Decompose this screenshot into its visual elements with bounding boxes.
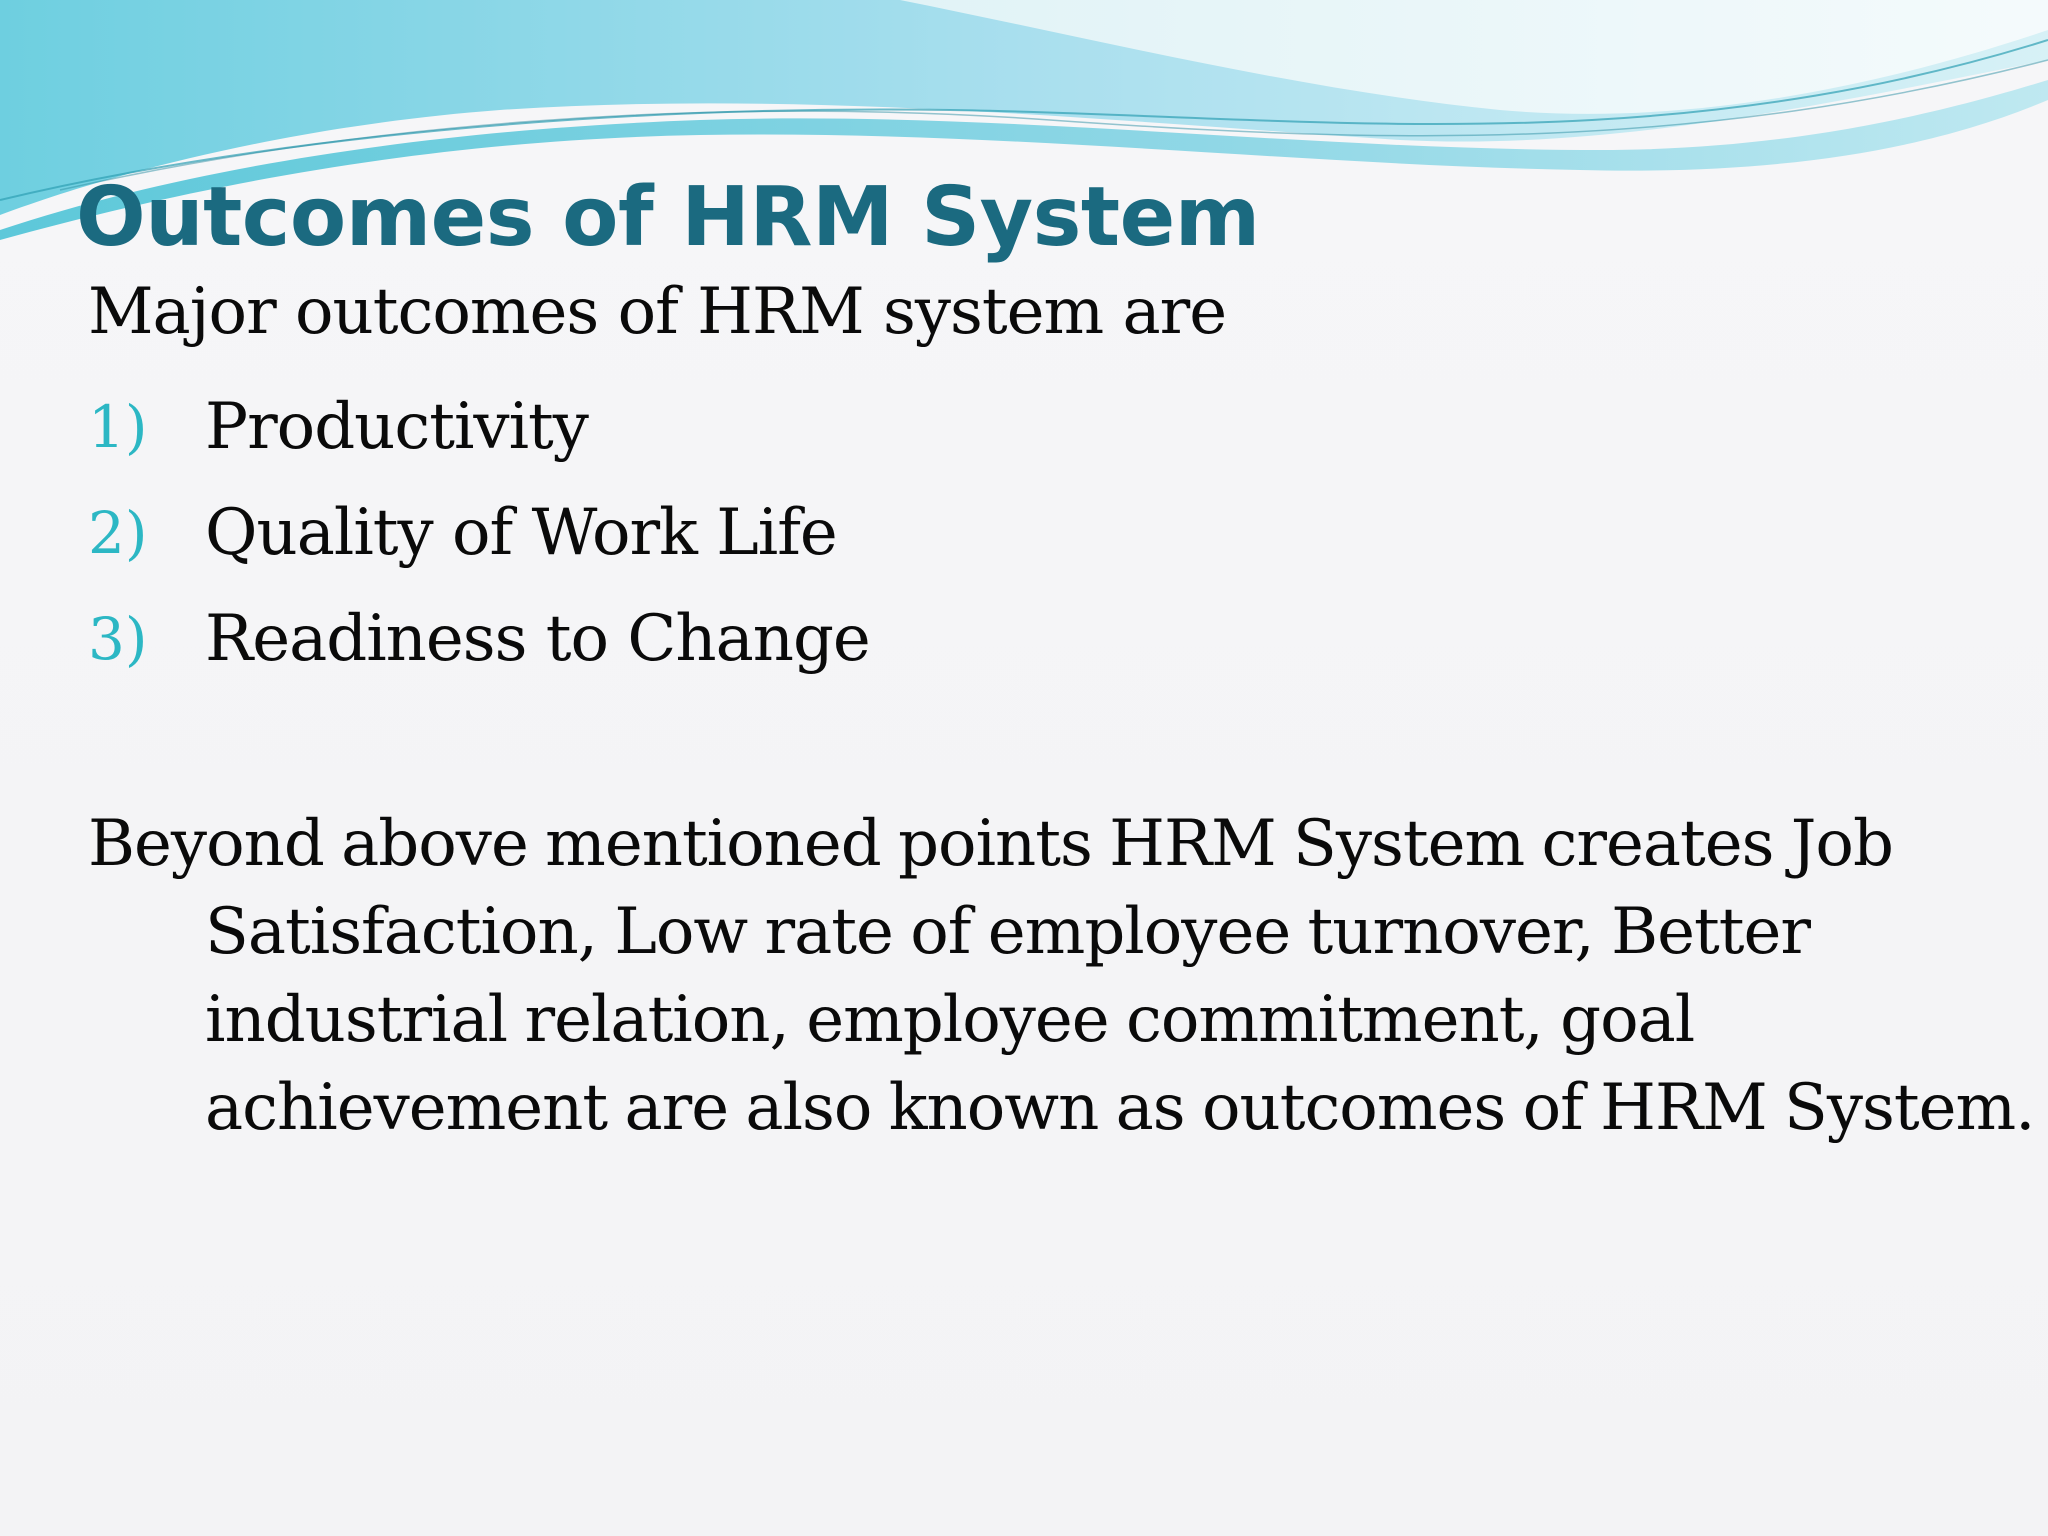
intro-text: Major outcomes of HRM system are [88,275,1227,349]
summary-paragraph: Beyond above mentioned points HRM System creates Job Satisfaction, Low rate of employee turnover, Better industrial relation, employee commitment, goal achievement are also known as outcomes of HRM System. [88,807,2035,1145]
list-number: 3) [88,605,148,673]
list-item [88,374,870,480]
list-item [88,480,870,586]
list-label: Readiness to Change [205,602,870,676]
list-label: Productivity [205,390,588,464]
list-label: Quality of Work Life [205,496,837,570]
list-item [88,586,870,692]
list-number: 2) [88,499,148,567]
slide-title: Outcomes of HRM System [76,170,1260,265]
outcomes-list [88,374,870,692]
list-number: 1) [88,393,148,461]
